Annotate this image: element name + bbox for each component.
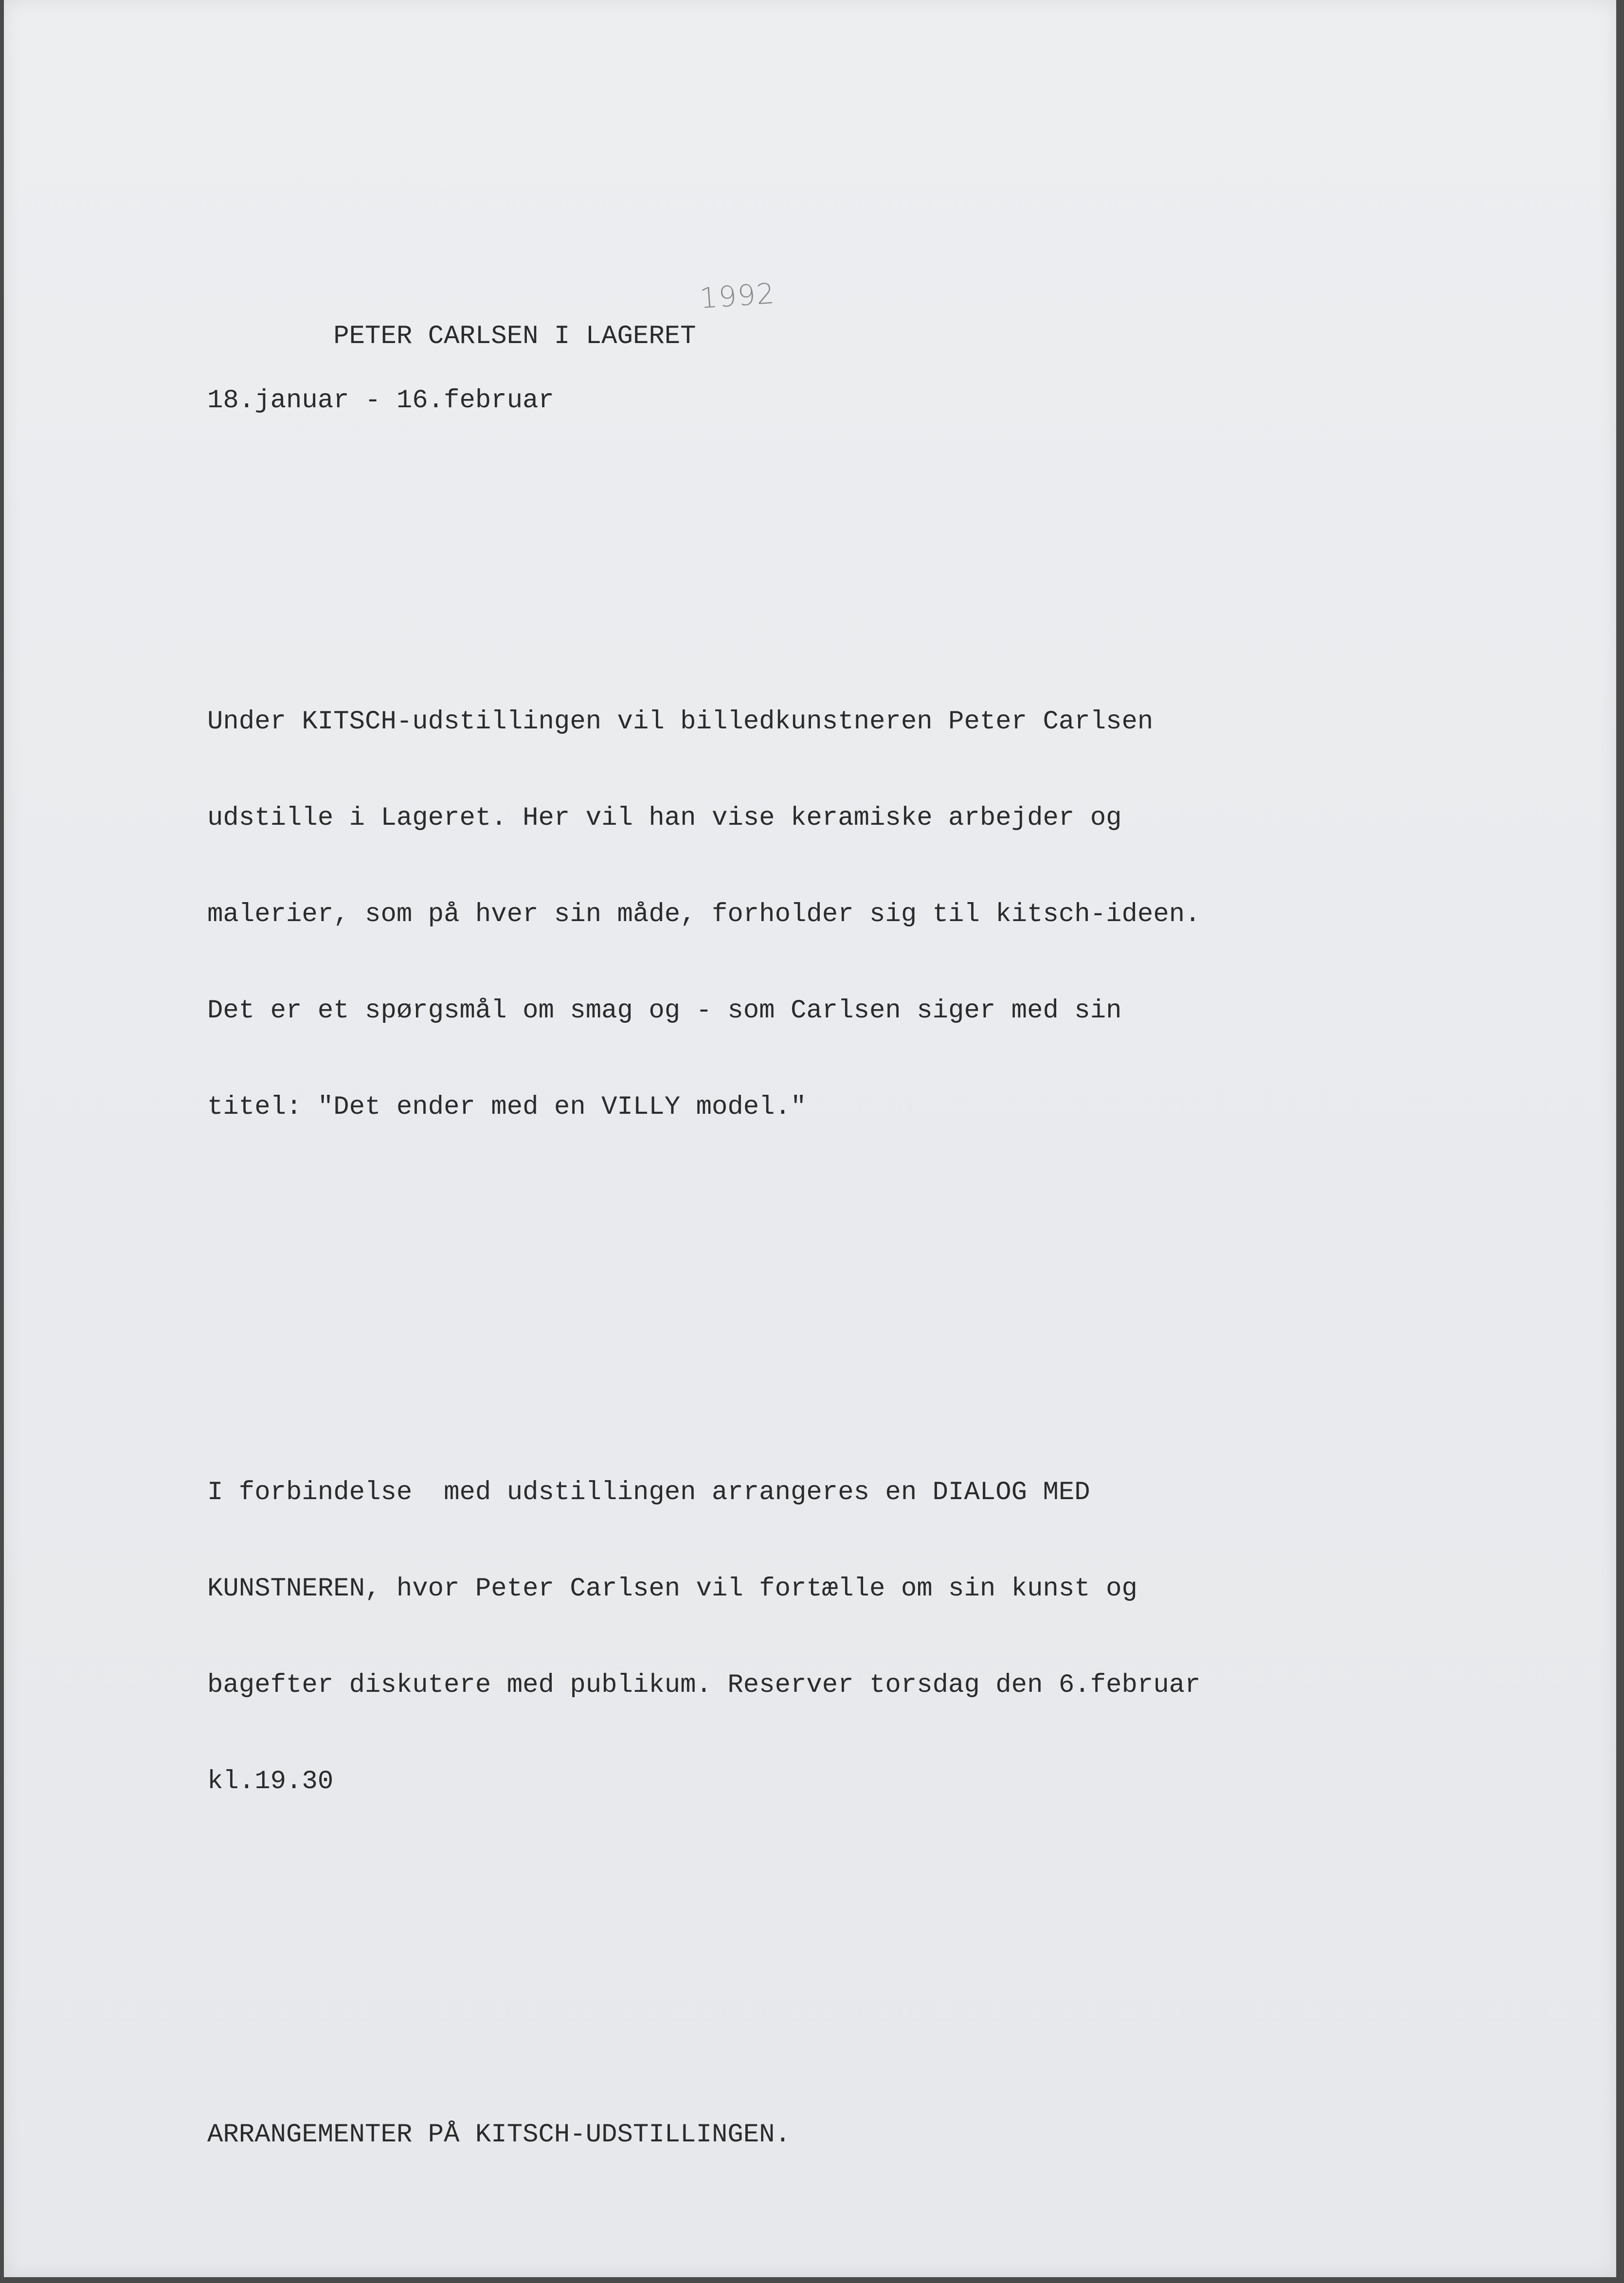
paragraph-line: malerier, som på hver sin måde, forholder sig til kitsch-ideen. <box>207 900 1201 929</box>
date-range: 18.januar - 16.februar <box>207 386 554 416</box>
spacer <box>207 1284 1433 1316</box>
typed-document <box>207 192 1433 2283</box>
spacer <box>207 1958 1433 2023</box>
paper-sheet <box>4 0 1616 2277</box>
paragraph-line: KUNSTNEREN, hvor Peter Carlsen vil fortælle om sin kunst og <box>207 1574 1137 1604</box>
paragraph-dialog <box>207 1413 1433 1862</box>
paragraph-line: bagefter diskutere med publikum. Reserver torsdag den 6.februar <box>207 1670 1201 1700</box>
paragraph-line: udstille i Lageret. Her vil han vise keramiske arbejder og <box>207 803 1122 833</box>
section-heading: ARRANGEMENTER PÅ KITSCH-UDSTILLINGEN. <box>207 2120 791 2150</box>
paragraph-line: I forbindelse med udstillingen arrangeres en DIALOG MED <box>207 1478 1090 1507</box>
paragraph-line: kl.19.30 <box>207 1767 334 1796</box>
spacer <box>207 2247 1433 2280</box>
handwritten-year: 1992 <box>698 276 776 315</box>
paragraph-line: Under KITSCH-udstillingen vil billedkunstneren Peter Carlsen <box>207 707 1154 737</box>
title-row <box>207 276 1433 351</box>
paragraph-line: Det er et spørgsmål om smag og - som Carlsen siger med sin <box>207 996 1122 1026</box>
paragraph-line: titel: "Det ender med en VILLY model." <box>207 1092 807 1122</box>
document-title: PETER CARLSEN I LAGERET <box>333 322 696 351</box>
paragraph-exhibition <box>207 642 1433 1188</box>
spacer <box>207 513 1433 545</box>
